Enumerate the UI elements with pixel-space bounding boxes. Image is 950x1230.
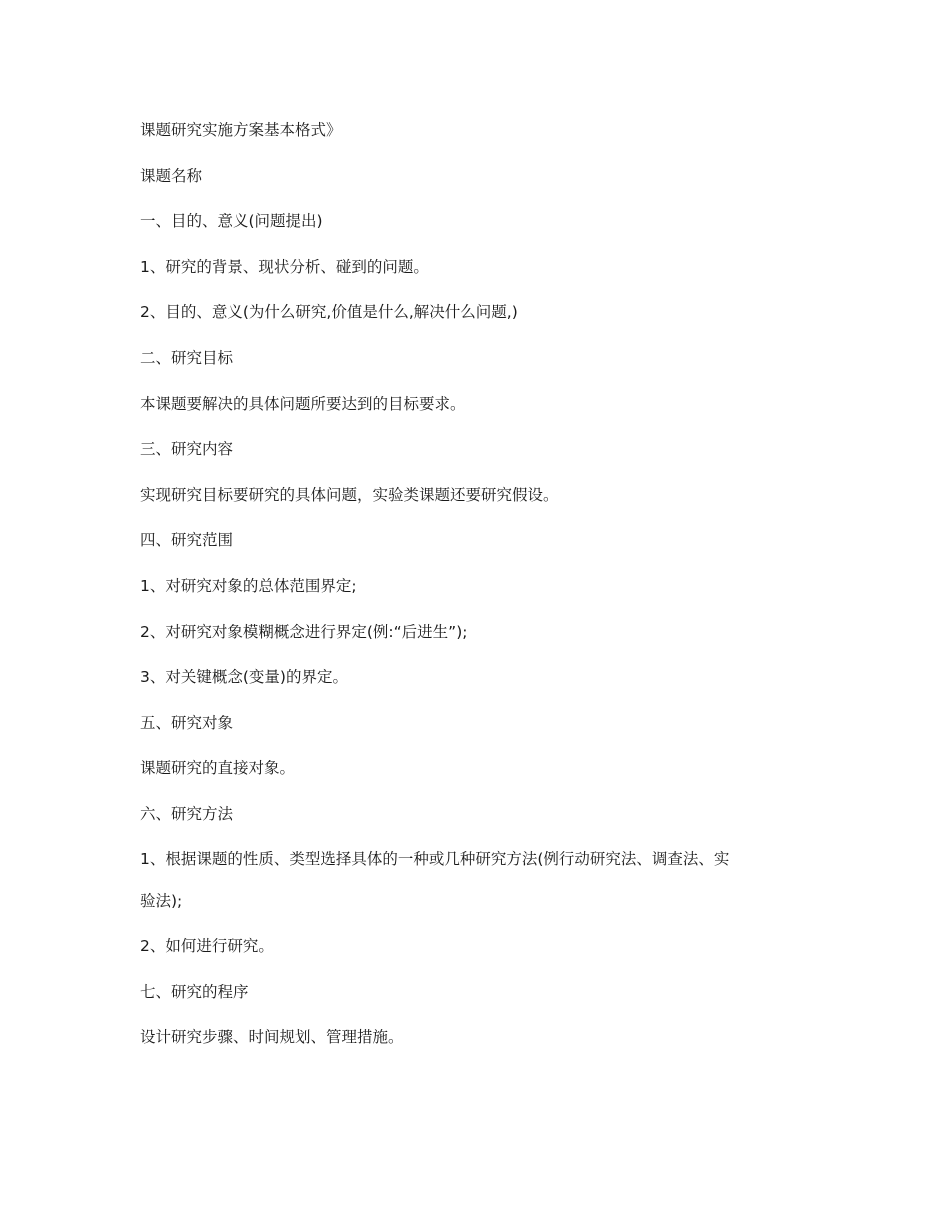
paragraph: 本课题要解决的具体问题所要达到的目标要求。: [140, 394, 466, 413]
paragraph: 1、对研究对象的总体范围界定;: [140, 576, 357, 595]
topic-name-label: 课题名称: [140, 166, 203, 185]
paragraph: 2、对研究对象模糊概念进行界定(例:“后进生”);: [140, 622, 468, 641]
section-heading-3: 三、研究内容: [140, 440, 234, 459]
paragraph: 2、目的、意义(为什么研究,价值是什么,解决什么问题,): [140, 303, 518, 322]
section-heading-4: 四、研究范围: [140, 531, 234, 550]
document-body: [140, 118, 830, 1071]
document-title: 课题研究实施方案基本格式》: [140, 121, 342, 139]
paragraph: 2、如何进行研究。: [140, 937, 274, 956]
section-heading-2: 二、研究目标: [140, 348, 234, 367]
paragraph: 验法);: [140, 891, 183, 910]
paragraph: 3、对关键概念(变量)的界定。: [140, 668, 348, 687]
section-heading-7: 七、研究的程序: [140, 982, 249, 1001]
section-heading-5: 五、研究对象: [140, 713, 234, 732]
paragraph: 设计研究步骤、时间规划、管理措施。: [140, 1028, 404, 1047]
paragraph: 1、根据课题的性质、类型选择具体的一种或几种研究方法(例行动研究法、调查法、实: [140, 849, 730, 868]
section-heading-1: 一、目的、意义(问题提出): [140, 212, 323, 231]
section-heading-6: 六、研究方法: [140, 804, 234, 823]
paragraph: 实现研究目标要研究的具体问题，实验类课题还要研究假设。: [140, 485, 559, 504]
paragraph: 课题研究的直接对象。: [140, 759, 296, 778]
paragraph: 1、研究的背景、现状分析、碰到的问题。: [140, 257, 429, 276]
